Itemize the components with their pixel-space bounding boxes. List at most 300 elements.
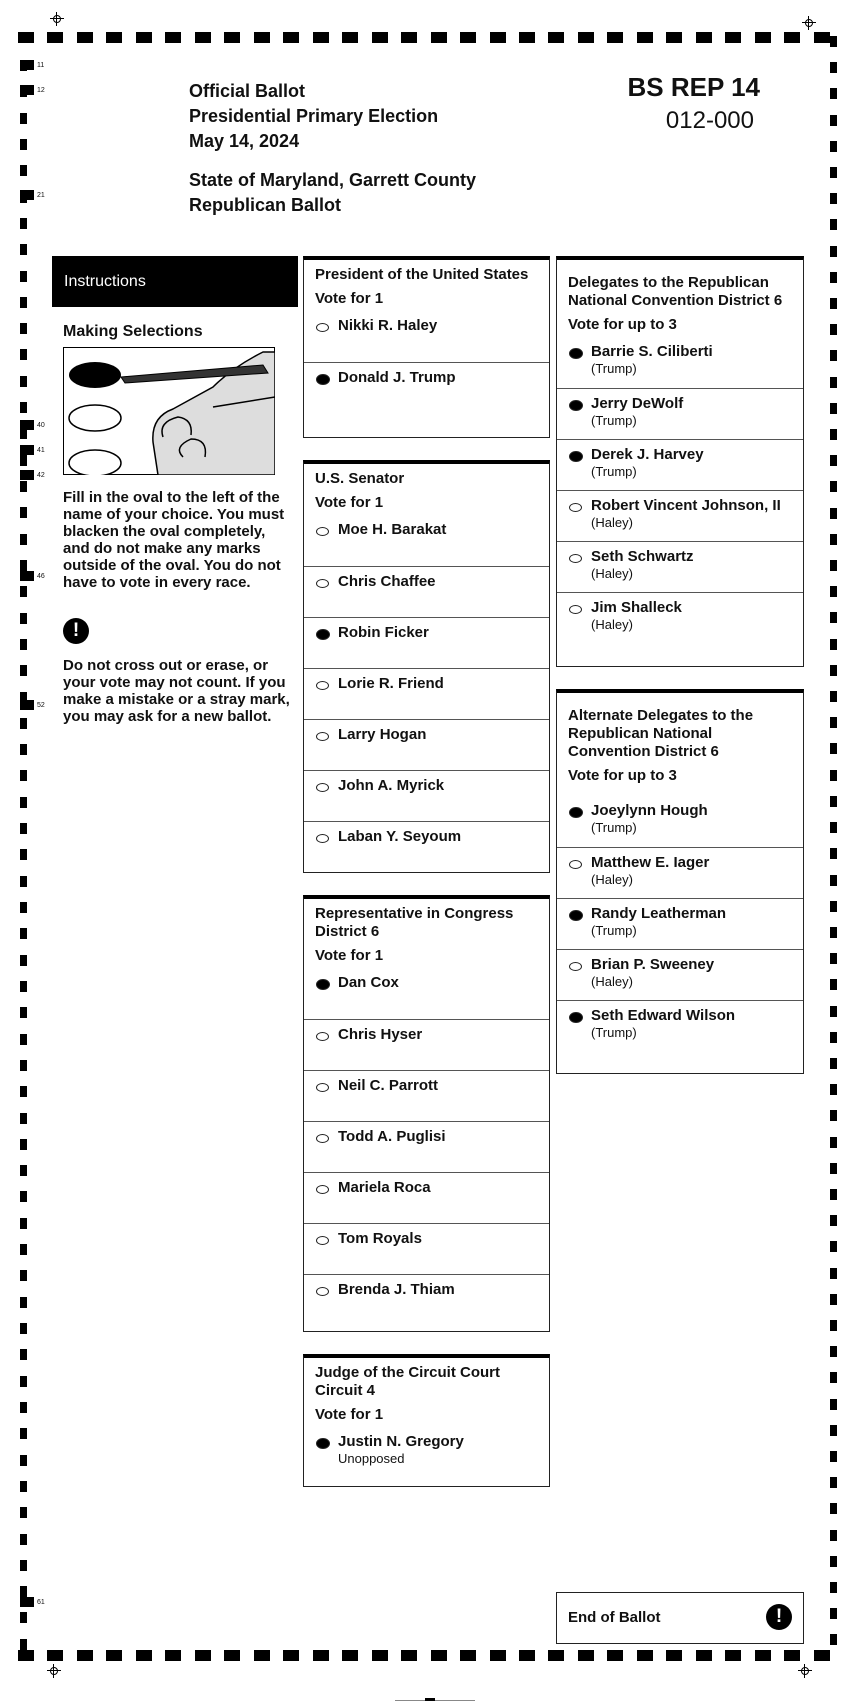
timing-mark: [830, 1110, 837, 1121]
timing-mark: [106, 1650, 122, 1661]
timing-mark: [342, 32, 358, 43]
party-ballot: Republican Ballot: [189, 195, 342, 215]
vote-for: Vote for 1: [315, 494, 384, 511]
timing-mark: [666, 1650, 682, 1661]
timing-mark: [20, 1244, 27, 1255]
timing-mark: [548, 1650, 564, 1661]
contest-alternate-delegates: [556, 689, 804, 1074]
candidate-row[interactable]: [304, 719, 549, 770]
timing-mark: [136, 1650, 152, 1661]
timing-mark: [20, 244, 27, 255]
timing-mark: [607, 32, 623, 43]
timing-mark: [20, 613, 27, 624]
timing-mark: [20, 1402, 27, 1413]
timing-mark: [830, 88, 837, 99]
candidate-name: Randy Leatherman: [591, 905, 727, 922]
candidate-name: Brenda J. Thiam: [338, 1281, 455, 1298]
candidate-name: Robert Vincent Johnson, II: [591, 497, 781, 514]
contest-title: Representative in Congress District 6: [315, 905, 514, 940]
candidate-row[interactable]: [557, 847, 803, 898]
candidate-row[interactable]: [557, 490, 803, 541]
ballot-oval-marked[interactable]: [569, 807, 583, 818]
timing-mark: [18, 1650, 34, 1661]
timing-mark: [20, 297, 27, 308]
timing-marks-left: [20, 60, 30, 1650]
candidate-row[interactable]: [557, 439, 803, 490]
timing-mark: [830, 350, 837, 361]
timing-mark: [696, 1650, 712, 1661]
timing-mark: [47, 1650, 63, 1661]
timing-mark: [814, 1650, 830, 1661]
ballot-oval-marked[interactable]: [569, 451, 583, 462]
timing-mark: [20, 1481, 27, 1492]
ballot-oval[interactable]: [316, 527, 329, 536]
candidate-row[interactable]: [557, 949, 803, 1000]
candidate-note: Unopposed: [338, 1451, 405, 1466]
candidate-row[interactable]: [557, 898, 803, 949]
candidate-row[interactable]: [557, 388, 803, 439]
row-marker: 12: [20, 85, 45, 95]
vote-for: Vote for up to 3: [568, 316, 677, 333]
ballot-oval[interactable]: [316, 834, 329, 843]
timing-mark: [20, 1218, 27, 1229]
candidate-row[interactable]: [557, 592, 803, 643]
candidate-row[interactable]: [304, 362, 549, 413]
timing-mark: [830, 1241, 837, 1252]
timing-mark: [20, 165, 27, 176]
timing-mark: [20, 586, 27, 597]
timing-mark: [195, 32, 211, 43]
candidate-name: Derek J. Harvey: [591, 446, 704, 463]
timing-mark: [637, 1650, 653, 1661]
registration-crosshair-icon: [47, 1664, 61, 1678]
timing-mark: [830, 979, 837, 990]
candidate-name: Barrie S. Ciliberti: [591, 343, 713, 360]
candidate-name: Tom Royals: [338, 1230, 422, 1247]
timing-mark: [830, 1189, 837, 1200]
timing-mark: [784, 32, 800, 43]
ballot-oval[interactable]: [316, 1287, 329, 1296]
timing-mark: [20, 1113, 27, 1124]
ballot-oval[interactable]: [569, 503, 582, 512]
timing-mark: [20, 1034, 27, 1045]
timing-mark: [20, 797, 27, 808]
ballot-header: [189, 79, 476, 218]
timing-mark: [20, 823, 27, 834]
marking-illustration-icon: [63, 347, 275, 475]
timing-mark: [20, 1639, 27, 1650]
candidate-row[interactable]: [304, 770, 549, 821]
contest-title: President of the United States: [315, 266, 529, 283]
candidate-row[interactable]: [304, 617, 549, 668]
ballot-oval[interactable]: [316, 1185, 329, 1194]
end-of-ballot: [556, 1592, 804, 1644]
timing-mark: [830, 1006, 837, 1017]
contest-senator: [303, 460, 550, 873]
timing-mark: [607, 1650, 623, 1661]
footer-line: [395, 1700, 475, 1701]
timing-mark: [830, 1503, 837, 1514]
ballot-oval[interactable]: [316, 681, 329, 690]
timing-mark: [830, 770, 837, 781]
timing-mark: [830, 167, 837, 178]
timing-mark: [830, 298, 837, 309]
timing-mark: [20, 665, 27, 676]
candidate-row[interactable]: [304, 1274, 549, 1325]
ballot-number: 012-000: [665, 107, 754, 134]
candidate-name: Chris Hyser: [338, 1026, 423, 1043]
registration-crosshair-icon: [802, 16, 816, 30]
timing-mark: [830, 1608, 837, 1619]
contest-president: [303, 256, 550, 438]
timing-mark: [18, 32, 34, 43]
timing-mark: [830, 691, 837, 702]
timing-mark: [20, 744, 27, 755]
timing-mark: [830, 796, 837, 807]
timing-mark: [784, 1650, 800, 1661]
ballot-oval-marked[interactable]: [316, 979, 330, 990]
ballot-oval[interactable]: [316, 732, 329, 741]
ballot-oval[interactable]: [569, 605, 582, 614]
ballot-oval[interactable]: [316, 579, 329, 588]
timing-mark: [830, 324, 837, 335]
timing-marks-bottom: [18, 1650, 830, 1664]
candidate-affiliation: (Trump): [591, 923, 637, 938]
candidate-name: Brian P. Sweeney: [591, 956, 715, 973]
timing-mark: [313, 32, 329, 43]
timing-mark: [830, 62, 837, 73]
timing-mark: [830, 193, 837, 204]
timing-mark: [666, 32, 682, 43]
timing-mark: [224, 1650, 240, 1661]
candidate-row[interactable]: [304, 968, 549, 1019]
candidate-name: Lorie R. Friend: [338, 675, 444, 692]
ballot-oval[interactable]: [569, 860, 582, 869]
timing-mark: [20, 349, 27, 360]
candidate-name: Joeylynn Hough: [591, 802, 708, 819]
candidate-affiliation: (Trump): [591, 1025, 637, 1040]
candidate-name: Larry Hogan: [338, 726, 427, 743]
timing-mark: [254, 1650, 270, 1661]
timing-mark: [830, 36, 837, 47]
ballot-oval-marked[interactable]: [569, 1012, 583, 1023]
timing-mark: [830, 848, 837, 859]
contest-delegates: [556, 256, 804, 667]
timing-mark: [165, 32, 181, 43]
timing-mark: [20, 1139, 27, 1150]
candidate-affiliation: (Haley): [591, 974, 633, 989]
candidate-row[interactable]: [557, 796, 803, 847]
timing-mark: [755, 1650, 771, 1661]
timing-mark: [254, 32, 270, 43]
timing-mark: [195, 1650, 211, 1661]
candidate-name: Todd A. Puglisi: [338, 1128, 446, 1145]
timing-mark: [20, 507, 27, 518]
candidate-affiliation: (Trump): [591, 413, 637, 428]
timing-mark: [548, 32, 564, 43]
timing-mark: [830, 612, 837, 623]
footer-mark: [425, 1698, 435, 1701]
election-name: Presidential Primary Election: [189, 106, 439, 126]
timing-mark: [830, 1215, 837, 1226]
ballot-oval[interactable]: [316, 1236, 329, 1245]
contest-title: Delegates to the Republican National Convention District 6: [568, 274, 783, 309]
candidate-row[interactable]: [304, 668, 549, 719]
candidate-name: Nikki R. Haley: [338, 317, 438, 334]
timing-mark: [431, 32, 447, 43]
timing-mark: [20, 1586, 27, 1597]
timing-mark: [830, 1530, 837, 1541]
candidate-name: Laban Y. Seyoum: [338, 828, 462, 845]
timing-mark: [830, 1268, 837, 1279]
ballot-oval-marked[interactable]: [569, 348, 583, 359]
timing-mark: [830, 743, 837, 754]
row-marker: 11: [20, 60, 44, 70]
timing-mark: [830, 665, 837, 676]
timing-mark: [830, 534, 837, 545]
timing-mark: [283, 1650, 299, 1661]
candidate-row[interactable]: [304, 515, 549, 566]
timing-mark: [460, 1650, 476, 1661]
timing-mark: [47, 32, 63, 43]
candidate-row[interactable]: [304, 1019, 549, 1070]
timing-mark: [20, 560, 27, 571]
timing-mark: [20, 1297, 27, 1308]
timing-mark: [283, 32, 299, 43]
ballot-oval-marked[interactable]: [316, 1438, 330, 1449]
timing-mark: [830, 1084, 837, 1095]
timing-mark: [20, 481, 27, 492]
timing-mark: [830, 429, 837, 440]
timing-mark: [830, 115, 837, 126]
ballot-oval[interactable]: [569, 554, 582, 563]
candidate-row[interactable]: [304, 311, 549, 362]
candidate-row[interactable]: [557, 337, 803, 388]
timing-mark: [830, 1163, 837, 1174]
candidate-name: Chris Chaffee: [338, 573, 436, 590]
candidate-name: Jerry DeWolf: [591, 395, 684, 412]
ballot-oval[interactable]: [316, 1083, 329, 1092]
timing-mark: [20, 402, 27, 413]
vote-for: Vote for 1: [315, 947, 384, 964]
contest-title: Judge of the Circuit Court Circuit 4: [315, 1364, 500, 1399]
timing-mark: [20, 1534, 27, 1545]
timing-mark: [224, 32, 240, 43]
timing-mark: [578, 32, 594, 43]
instructions-text: Fill in the oval to the left of the name of your choice. You must blacken the oval completely, and do not make any marks outside of the oval. You do not have to vote in every race.: [63, 489, 285, 591]
candidate-name: Donald J. Trump: [338, 369, 456, 386]
timing-mark: [830, 1477, 837, 1488]
timing-mark: [830, 901, 837, 912]
candidate-row[interactable]: [304, 821, 549, 872]
timing-mark: [830, 1425, 837, 1436]
timing-mark: [830, 586, 837, 597]
timing-mark: [830, 1372, 837, 1383]
timing-mark: [519, 32, 535, 43]
timing-mark: [165, 1650, 181, 1661]
timing-mark: [431, 1650, 447, 1661]
timing-mark: [830, 141, 837, 152]
row-marker: 40: [20, 420, 45, 430]
timing-mark: [490, 32, 506, 43]
timing-mark: [830, 1294, 837, 1305]
row-marker: 42: [20, 470, 45, 480]
candidate-name: Neil C. Parrott: [338, 1077, 439, 1094]
timing-mark: [20, 1376, 27, 1387]
timing-mark: [20, 1191, 27, 1202]
contest-congress: [303, 895, 550, 1332]
row-marker: 61: [20, 1597, 45, 1607]
candidate-affiliation: (Haley): [591, 617, 633, 632]
exclamation-icon: !: [766, 1604, 792, 1630]
ballot-oval[interactable]: [316, 1032, 329, 1041]
timing-mark: [20, 928, 27, 939]
row-marker: 41: [20, 445, 45, 455]
timing-mark: [830, 953, 837, 964]
ballot-oval-marked[interactable]: [316, 629, 330, 640]
timing-mark: [20, 1455, 27, 1466]
timing-mark: [830, 1451, 837, 1462]
ballot-oval[interactable]: [569, 962, 582, 971]
making-selections-title: Making Selections: [63, 323, 203, 340]
candidate-row[interactable]: [304, 1223, 549, 1274]
timing-mark: [20, 981, 27, 992]
candidate-name: Moe H. Barakat: [338, 521, 447, 538]
candidate-name: Robin Ficker: [338, 624, 429, 641]
timing-mark: [830, 639, 837, 650]
timing-mark: [490, 1650, 506, 1661]
timing-mark: [313, 1650, 329, 1661]
contest-title: U.S. Senator: [315, 470, 405, 487]
timing-mark: [814, 32, 830, 43]
timing-mark: [830, 272, 837, 283]
ballot-oval-marked[interactable]: [569, 400, 583, 411]
ballot-oval[interactable]: [316, 323, 329, 332]
timing-mark: [20, 639, 27, 650]
row-marker: 21: [20, 190, 45, 200]
candidate-row[interactable]: [304, 1427, 549, 1478]
timing-marks-right: [830, 36, 840, 1646]
timing-mark: [830, 1346, 837, 1357]
candidate-row[interactable]: [304, 1121, 549, 1172]
timing-mark: [20, 271, 27, 282]
timing-mark: [20, 113, 27, 124]
timing-mark: [830, 481, 837, 492]
ballot-oval-marked[interactable]: [569, 910, 583, 921]
timing-mark: [20, 534, 27, 545]
timing-mark: [830, 403, 837, 414]
timing-mark: [20, 902, 27, 913]
vote-for: Vote for up to 3: [568, 767, 677, 784]
candidate-row[interactable]: [304, 1070, 549, 1121]
timing-mark: [830, 717, 837, 728]
contest-title: Alternate Delegates to the Republican National Convention District 6: [568, 707, 754, 760]
candidate-row[interactable]: [304, 1172, 549, 1223]
timing-mark: [136, 32, 152, 43]
timing-mark: [20, 1165, 27, 1176]
timing-mark: [830, 1320, 837, 1331]
candidate-name: Dan Cox: [338, 974, 399, 991]
timing-mark: [20, 139, 27, 150]
candidate-name: Jim Shalleck: [591, 599, 682, 616]
timing-mark: [830, 1634, 837, 1645]
ballot-oval-marked[interactable]: [316, 374, 330, 385]
candidate-row[interactable]: [557, 1000, 803, 1051]
timing-mark: [20, 849, 27, 860]
timing-mark: [20, 1560, 27, 1571]
timing-mark: [77, 1650, 93, 1661]
ballot-title: Official Ballot: [189, 81, 306, 101]
instructions-label: Instructions: [64, 272, 146, 290]
instructions-bar: [52, 256, 298, 307]
candidate-affiliation: (Trump): [591, 361, 637, 376]
timing-mark: [20, 876, 27, 887]
timing-mark: [20, 718, 27, 729]
contest-judge: [303, 1354, 550, 1487]
timing-mark: [755, 32, 771, 43]
timing-mark: [460, 32, 476, 43]
timing-mark: [830, 1058, 837, 1069]
candidate-affiliation: (Haley): [591, 566, 633, 581]
timing-mark: [830, 1556, 837, 1567]
timing-mark: [20, 1349, 27, 1360]
timing-mark: [830, 1582, 837, 1593]
ballot-oval[interactable]: [316, 1134, 329, 1143]
timing-mark: [830, 927, 837, 938]
timing-mark: [20, 1007, 27, 1018]
candidate-affiliation: (Trump): [591, 820, 637, 835]
timing-mark: [20, 1060, 27, 1071]
timing-mark: [20, 770, 27, 781]
timing-mark: [401, 1650, 417, 1661]
timing-mark: [20, 376, 27, 387]
timing-mark: [830, 455, 837, 466]
ballot-oval[interactable]: [316, 783, 329, 792]
timing-mark: [372, 1650, 388, 1661]
registration-crosshair-icon: [798, 1664, 812, 1678]
election-date: May 14, 2024: [189, 131, 300, 151]
timing-mark: [830, 1399, 837, 1410]
timing-mark: [830, 377, 837, 388]
candidate-name: Matthew E. Iager: [591, 854, 710, 871]
timing-mark: [725, 32, 741, 43]
timing-mark: [20, 218, 27, 229]
timing-mark: [830, 508, 837, 519]
candidate-affiliation: (Haley): [591, 515, 633, 530]
registration-crosshair-icon: [50, 12, 64, 26]
candidate-name: Mariela Roca: [338, 1179, 431, 1196]
candidate-row[interactable]: [304, 566, 549, 617]
timing-mark: [830, 560, 837, 571]
timing-mark: [20, 1323, 27, 1334]
vote-for: Vote for 1: [315, 1406, 384, 1423]
candidate-row[interactable]: [557, 541, 803, 592]
timing-mark: [77, 32, 93, 43]
timing-mark: [106, 32, 122, 43]
timing-mark: [20, 955, 27, 966]
timing-mark: [20, 1270, 27, 1281]
timing-mark: [20, 1428, 27, 1439]
ballot-style: BS REP 14: [627, 72, 760, 102]
timing-mark: [20, 1612, 27, 1623]
end-of-ballot-label: End of Ballot: [568, 1609, 661, 1626]
vote-for: Vote for 1: [315, 290, 384, 307]
timing-mark: [20, 323, 27, 334]
row-marker: 52: [20, 700, 45, 710]
timing-mark: [20, 428, 27, 439]
jurisdiction: State of Maryland, Garrett County: [189, 170, 477, 190]
timing-mark: [20, 455, 27, 466]
